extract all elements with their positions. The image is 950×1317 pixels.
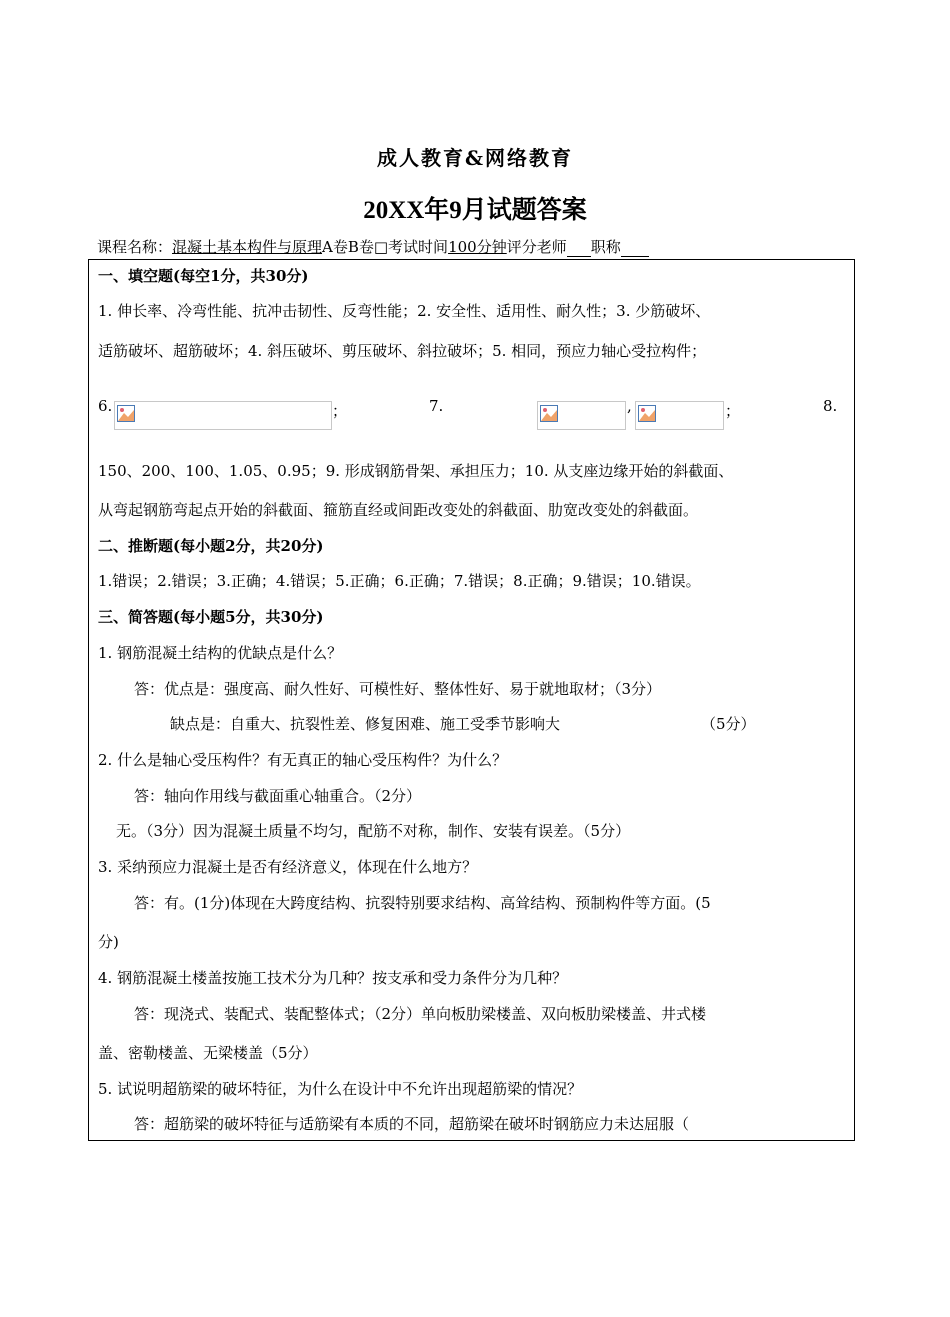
question-4: 4. 钢筋混凝土楼盖按施工技术分为几种？按支承和受力条件分为几种？	[98, 969, 568, 987]
blank-6-number: 6.	[98, 397, 113, 415]
formula-image-6	[114, 401, 332, 430]
section-2-title: 二、推断题(每小题2分，共20分)	[98, 537, 324, 555]
answer-1-line-2: 缺点是：自重大、抗裂性差、修复困难、施工受季节影响大	[170, 715, 561, 733]
answer-2-line-1: 答：轴向作用线与截面重心轴重合。（2分）	[134, 787, 422, 805]
org-header: 成人教育&网络教育	[376, 146, 574, 170]
question-3: 3. 采纳预应力混凝土是否有经济意义，体现在什么地方？	[98, 858, 478, 876]
answer-5-line-1: 答：超筋梁的破坏特征与适筋梁有本质的不同，超筋梁在破坏时钢筋应力未达屈服（	[134, 1115, 690, 1133]
formula-image-7a	[537, 401, 626, 430]
section-1-title: 一、填空题(每空1分，共30分)	[98, 267, 309, 285]
answer-4-line-2: 盖、密勒楼盖、无梁楼盖（5分）	[98, 1044, 318, 1062]
formula-image-7b	[635, 401, 724, 430]
blank-8-number: 8.	[823, 397, 838, 415]
question-2: 2. 什么是轴心受压构件？有无真正的轴心受压构件？为什么？	[98, 751, 508, 769]
course-info	[97, 236, 649, 257]
course-label: 课程名称：	[97, 238, 173, 256]
blank-7-comma: ,	[627, 397, 632, 415]
blank-6-sep: ；	[332, 402, 348, 420]
blank-7-sep: ；	[725, 402, 741, 420]
answer-1-line-1: 答：优点是：强度高、耐久性好、可模性好、整体性好、易于就地取材；（3分）	[134, 680, 662, 698]
exam-duration: 100分钟	[448, 238, 507, 256]
section-2-line-1: 1.错误；2.错误；3.正确；4.错误；5.正确；6.正确；7.错误；8.正确；9.错误；10.错误。	[98, 572, 701, 590]
title-label: 职称	[590, 238, 621, 256]
answer-box	[88, 259, 855, 1141]
course-name: 混凝土基本构件与原理	[172, 238, 323, 256]
teacher-blank	[567, 238, 591, 257]
section-1-line-1: 1. 伸长率、冷弯性能、抗冲击韧性、反弯性能；2. 安全性、适用性、耐久性；3. 少筋破坏、	[98, 302, 711, 320]
paper-type: A卷B卷□考试时间	[322, 238, 449, 256]
section-1-line-2: 适筋破坏、超筋破坏；4. 斜压破坏、剪压破坏、斜拉破坏；5. 相同，预应力轴心受拉构件；	[98, 342, 707, 360]
question-5: 5. 试说明超筋梁的破坏特征，为什么在设计中不允许出现超筋梁的情况？	[98, 1080, 583, 1098]
answer-3-line-2: 分)	[98, 933, 119, 951]
answer-1-score: （5分）	[701, 715, 756, 733]
broken-image-icon	[638, 405, 656, 422]
broken-image-icon	[117, 405, 135, 422]
section-1-line-5: 从弯起钢筋弯起点开始的斜截面、箍筋直经或间距改变处的斜截面、肋宽改变处的斜截面。	[98, 501, 699, 519]
page-title: 20XX年9月试题答案	[363, 197, 587, 224]
broken-image-icon	[540, 405, 558, 422]
answer-2-line-2: 无。（3分）因为混凝土质量不均匀，配筋不对称，制作、安装有误差。（5分）	[116, 822, 631, 840]
answer-4-line-1: 答：现浇式、装配式、装配整体式；（2分）单向板肋梁楼盖、双向板肋梁楼盖、井式楼	[134, 1005, 707, 1023]
teacher-label: 评分老师	[506, 238, 567, 256]
question-1: 1. 钢筋混凝土结构的优缺点是什么？	[98, 644, 343, 662]
section-1-line-4: 150、200、100、1.05、0.95；9. 形成钢筋骨架、承担压力；10. 从支座边缘开始的斜截面、	[98, 462, 734, 480]
title-blank	[621, 238, 649, 257]
answer-3-line-1: 答：有。(1分)体现在大跨度结构、抗裂特别要求结构、高耸结构、预制构件等方面。(5	[134, 894, 711, 912]
blank-7-number: 7.	[429, 397, 444, 415]
section-3-title: 三、简答题(每小题5分，共30分)	[98, 608, 324, 626]
